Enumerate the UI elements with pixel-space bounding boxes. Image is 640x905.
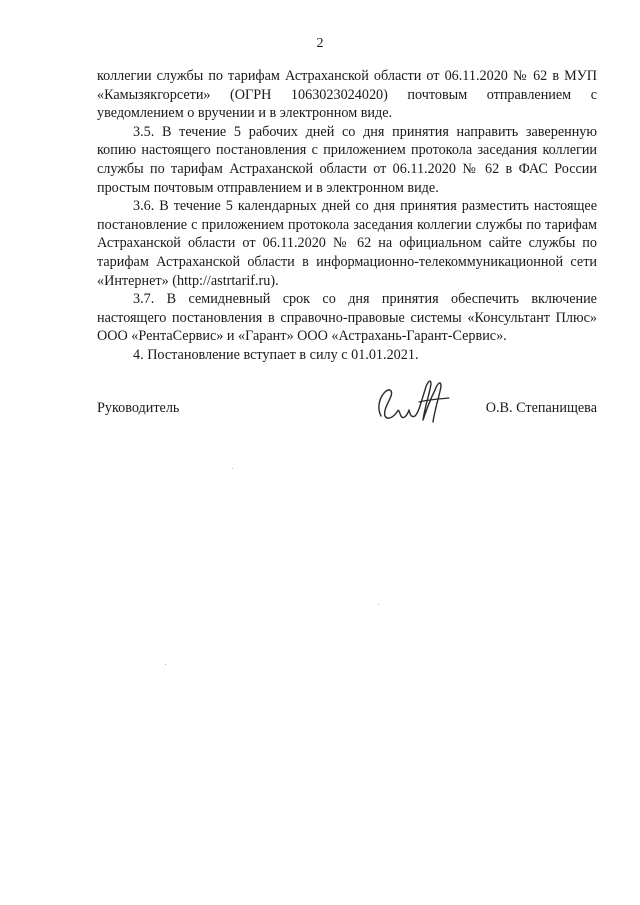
scan-speck — [378, 604, 379, 605]
paragraph-3-7: 3.7. В семидневный срок со дня принятия обеспечить включение настоящего постановления в справочно-правовые системы «Консультант Плюс» ООО «РентаСервис» и «Гарант» ООО «Астрахань-Гарант-Сервис». — [97, 291, 597, 345]
paragraph-3-5: 3.5. В течение 5 рабочих дней со дня принятия направить заверенную копию настоящего постановления с приложением протокола заседания коллегии службы по тарифам Астраханской области от 06.11.2020 № 62 в ФАС России простым почтовым отправлением и в электронном виде. — [97, 123, 597, 196]
document-body — [97, 67, 597, 365]
page-number: 2 — [316, 36, 324, 51]
paragraph-3-6: 3.6. В течение 5 календарных дней со дня принятия разместить настоящее постановление с приложением протокола заседания коллегии службы по тарифам Астраханской области от 06.11.2020 № 62 на официальном сайте службы по тарифам Астраханской области в информационно-телекоммуникационной сети «Интернет» (http://astrtarif.ru). — [97, 198, 597, 289]
paragraph-4: 4. Постановление вступает в силу с 01.01.2021. — [133, 346, 419, 363]
signer-name: О.В. Степанищева — [485, 400, 597, 416]
scan-speck — [232, 468, 233, 469]
paragraph-continuation: коллегии службы по тарифам Астраханской области от 06.11.2020 № 62 в МУП «Камызякгорсети» (ОГРН 1063023024020) почтовым отправлением с уведомлением о вручении и в электронном виде. — [97, 68, 597, 122]
scan-speck — [165, 664, 166, 665]
signature-block — [97, 400, 597, 430]
handwritten-signature — [375, 372, 457, 428]
signer-title: Руководитель — [97, 400, 180, 416]
